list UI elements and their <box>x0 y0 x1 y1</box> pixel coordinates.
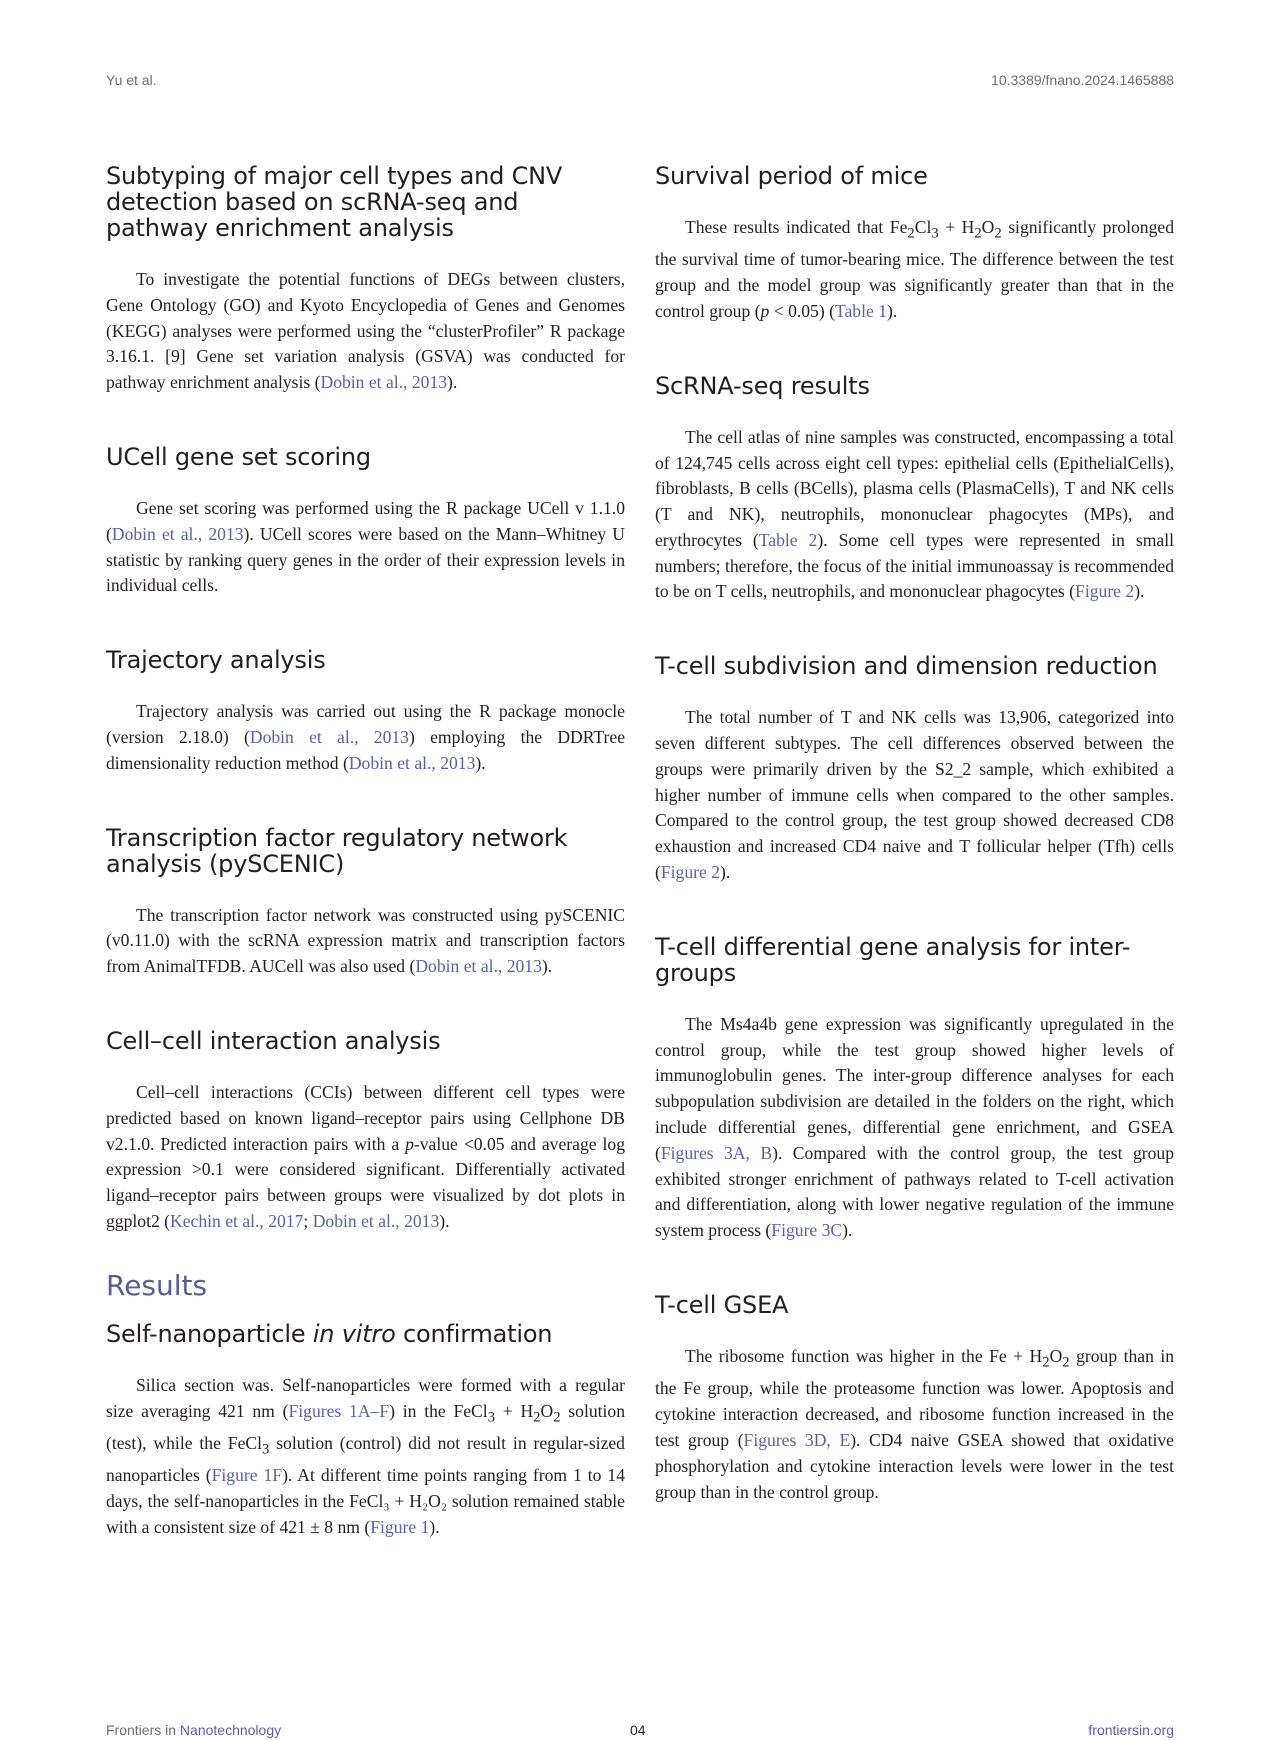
section-tcell-differential <box>655 934 1174 1244</box>
citation-link[interactable]: Figure 1 <box>370 1516 430 1537</box>
paragraph: To investigate the potential functions of DEGs between clusters, Gene Ontology (GO) and Kyoto Encyclopedia of Genes and Genomes (KEGG) analyses were performed using the “clusterProfiler” R package 3.16.1. [9] Gene set variation analysis (GSVA) was conducted for pathway enrichment analysis (Dobin et al., 2013). <box>106 269 625 393</box>
citation-link[interactable]: Dobin et al., 2013 <box>249 726 409 747</box>
running-author: Yu et al. <box>106 72 157 88</box>
paragraph: The total number of T and NK cells was 13,906, categorized into seven different subtypes. The cell differences observed between the groups were primarily driven by the S2_2 sample, which exhibited a higher number of immune cells when compared to the other samples. Compared to the control group, the test group showed decreased CD8 exhaustion and increased CD4 naive and T follicular helper (Tfh) cells (Figure 2). <box>655 707 1174 883</box>
citation-link[interactable]: Dobin et al., 2013 <box>348 752 476 773</box>
section-scrna-results <box>655 373 1174 606</box>
footer-journal: Frontiers in Nanotechnology <box>106 1722 282 1738</box>
section-pyscenic <box>106 825 625 980</box>
section-ucell <box>106 444 625 599</box>
section-survival <box>655 163 1174 325</box>
paragraph: Cell–cell interactions (CCIs) between different cell types were predicted based on known ligand–receptor pairs using Cellphone DB v2.1.0. Predicted interaction pairs with a p-value <0.05 and average log expression >0.1 were considered significant. Differentially activated ligand–receptor pairs between groups were visualized by dot plots in ggplot2 (Kechin et al., 2017; Dobin et al., 2013). <box>106 1081 625 1231</box>
citation-link[interactable]: Figure 1F <box>211 1465 283 1486</box>
table-link[interactable]: Table 2 <box>758 529 818 550</box>
section-heading: Self-nanoparticle in vitro confirmation <box>106 1319 553 1348</box>
section-heading: Transcription factor regulatory network analysis (pySCENIC) <box>106 823 568 878</box>
section-tcell-subdivision <box>655 653 1174 886</box>
section-cell-cell-interaction <box>106 1028 625 1235</box>
section-heading: ScRNA-seq results <box>655 371 870 400</box>
section-trajectory <box>106 647 625 776</box>
citation-link[interactable]: Dobin et al., 2013 <box>320 372 448 393</box>
figure-link[interactable]: Figures 3A, B <box>660 1142 773 1163</box>
citation-link[interactable]: Dobin et al., 2013 <box>415 956 542 977</box>
paragraph: Silica section was. Self-nanoparticles were formed with a regular size averaging 421 nm (Figures 1A–F) in the FeCl$_3$ + $H_2O_2$ solution (test), while the FeCl$_3$ solution (control) did not result in regular-sized nanoparticles (Figure 1F). At different time points ranging from 1 to 14 days, the self-nanoparticles in the FeCl₃ + H₂O₂ solution remained stable with a consistent size of 421 ± 8 nm (Figure 1). <box>106 1374 626 1537</box>
figure-link[interactable]: Figures 3D, E <box>743 1429 851 1450</box>
left-column <box>106 163 625 1589</box>
citation-link[interactable]: Dobin et al., 2013 <box>312 1210 440 1231</box>
page-number: 04 <box>630 1722 646 1738</box>
footer-site-link[interactable]: frontiersin.org <box>1088 1722 1174 1738</box>
section-heading: Survival period of mice <box>655 162 928 190</box>
section-heading: T-cell differential gene analysis for inter-groups <box>655 932 1131 987</box>
paragraph: These results indicated that $Fe_2Cl_3 + H_2O_2$ significantly prolonged the survival time of tumor-bearing mice. The difference between the test group and the model group was significantly greater than that in the control group (p < 0.05) (Table 1). <box>655 217 1174 321</box>
doi: 10.3389/fnano.2024.1465888 <box>991 72 1174 88</box>
section-heading: Trajectory analysis <box>106 646 326 675</box>
citation-link[interactable]: Dobin et al., 2013 <box>111 523 244 544</box>
section-heading: T-cell subdivision and dimension reduction <box>655 652 1158 681</box>
paragraph: The Ms4a4b gene expression was significantly upregulated in the control group, while the test group showed higher levels of immunoglobulin genes. The inter-group difference analyses for each subpopulation subdivision are detailed in the folders on the right, which include differential genes, differential gene enrichment, and GSEA (Figures 3A, B). Compared with the control group, the test group exhibited stronger enrichment of pathways related to T-cell activation and differentiation, along with lower negative regulation of the immune system process (Figure 3C). <box>655 1013 1174 1241</box>
paragraph: Gene set scoring was performed using the R package UCell v 1.1.0 (Dobin et al., 2013). UCell scores were based on the Mann–Whitney U statistic by ranking query genes in the order of their expression levels in individual cells. <box>106 497 625 596</box>
figure-link[interactable]: Figure 2 <box>660 862 720 883</box>
figure-link[interactable]: Figure 3C <box>771 1220 843 1241</box>
right-column <box>655 163 1174 1553</box>
figure-link[interactable]: Figure 2 <box>1075 581 1135 602</box>
citation-link[interactable]: Kechin et al., 2017 <box>170 1210 304 1231</box>
section-cnv-subtyping <box>106 163 625 396</box>
section-heading: UCell gene set scoring <box>106 442 371 471</box>
paragraph: The transcription factor network was constructed using pySCENIC (v0.11.0) with the scRNA expression matrix and transcription factors from AnimalTFDB. AUCell was also used (Dobin et al., 2013). <box>106 904 625 977</box>
paragraph: The cell atlas of nine samples was constructed, encompassing a total of 124,745 cells across eight cell types: epithelial cells (EpithelialCells), fibroblasts, B cells (BCells), plasma cells (PlasmaCells), T and NK cells (T and NK), neutrophils, mononuclear phagocytes (MPs), and erythrocytes (Table 2). Some cell types were represented in small numbers; therefore, the focus of the initial immunoassay is recommended to be on T cells, neutrophils, and mononuclear phagocytes (Figure 2). <box>655 426 1174 602</box>
section-heading: Cell–cell interaction analysis <box>106 1026 441 1055</box>
paragraph: Trajectory analysis was carried out using the R package monocle (version 2.18.0) (Dobin et al., 2013) employing the DDRTree dimensionality reduction method (Dobin et al., 2013). <box>106 701 626 773</box>
citation-link[interactable]: Figures 1A–F <box>288 1400 390 1421</box>
section-heading: T-cell GSEA <box>655 1291 789 1320</box>
section-self-nanoparticle <box>106 1321 625 1541</box>
section-heading: Subtyping of major cell types and CNV detection based on scRNA-seq and pathway enrichment analysis <box>106 162 563 242</box>
paragraph: The ribosome function was higher in the $Fe + H_2O_2$ group than in the Fe group, while the proteasome function was lower. Apoptosis and cytokine interaction decreased, and ribosome function increased in the test group (Figures 3D, E). CD4 naive GSEA showed that oxidative phosphorylation and cytokine interaction levels were lower in the test group than in the control group. <box>655 1346 1175 1502</box>
results-heading: Results <box>106 1268 208 1302</box>
table-link[interactable]: Table 1 <box>834 300 887 321</box>
section-tcell-gsea <box>655 1292 1174 1505</box>
